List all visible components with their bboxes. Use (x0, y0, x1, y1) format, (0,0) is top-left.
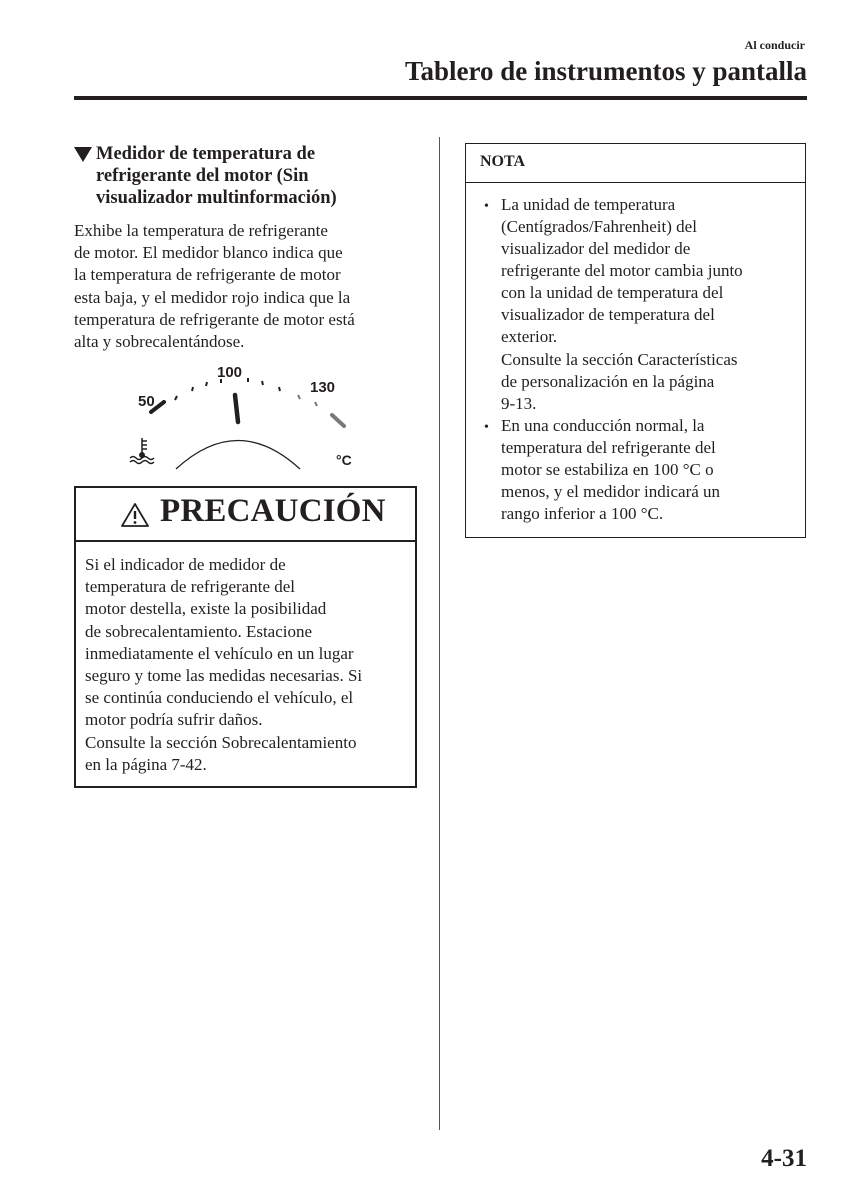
paragraph-line: Exhibe la temperatura de refrigerante (74, 221, 328, 240)
caution-line: en la página 7-42. (85, 754, 207, 774)
page-number: 4-31 (761, 1145, 807, 1172)
subheading-line: visualizador multinformación) (96, 188, 337, 208)
bullet-icon: • (484, 420, 489, 435)
note-line: La unidad de temperatura (501, 195, 676, 214)
paragraph-line: temperatura de refrigerante de motor está (74, 309, 355, 329)
caution-line: inmediatamente el vehículo en un lugar (85, 643, 354, 663)
gauge-tick (175, 396, 177, 400)
gauge-label-50: 50 (138, 393, 155, 410)
gauge-needle-100 (235, 395, 238, 422)
note-line: visualizador del medidor de (501, 239, 691, 258)
gauge-arc (176, 441, 300, 470)
gauge-label-100: 100 (217, 364, 243, 381)
gauge-tick (206, 382, 207, 386)
note-line: (Centígrados/Fahrenheit) del (501, 217, 697, 236)
caution-text (85, 554, 410, 776)
header-rule (74, 96, 807, 100)
bullet-icon: • (484, 199, 489, 214)
note-box (465, 143, 806, 538)
gauge-tick (279, 387, 280, 391)
note-line: refrigerante del motor cambia junto (501, 261, 743, 280)
subheading-line: Medidor de temperatura de (96, 144, 316, 164)
gauge-tick (298, 395, 300, 399)
caution-line: de sobrecalentamiento. Estacione (85, 621, 313, 641)
caution-line: temperatura de refrigerante del (85, 577, 296, 597)
note-line: Consulte la sección Características (501, 350, 738, 369)
note-line: con la unidad de temperatura del (501, 283, 724, 302)
caution-title: PRECAUCIÓN (160, 493, 386, 529)
description-paragraph (74, 220, 414, 353)
gauge-label-130: 130 (310, 379, 336, 396)
warning-triangle-icon (120, 502, 150, 528)
caution-line: seguro y tome las medidas necesarias. Si (85, 666, 363, 686)
paragraph-line: la temperatura de refrigerante de motor (74, 265, 341, 285)
note-header (466, 144, 805, 183)
paragraph-line: alta y sobrecalentándose. (74, 332, 245, 352)
note-line: menos, y el medidor indicará un (501, 482, 721, 501)
caution-line: motor podría sufrir daños. (85, 710, 263, 730)
caution-line: se continúa conduciendo el vehículo, el (85, 688, 354, 708)
page-title: Tablero de instrumentos y pantalla (404, 56, 807, 86)
caution-header (76, 488, 415, 542)
caution-line: Consulte la sección Sobrecalentamiento (85, 732, 357, 752)
note-line: 9-13. (501, 394, 537, 413)
note-line: temperatura del refrigerante del (501, 438, 716, 457)
paragraph-line: esta baja, y el medidor rojo indica que la (74, 287, 351, 307)
gauge-unit-label: °C (336, 452, 352, 468)
note-line: visualizador de temperatura del (501, 305, 715, 324)
subheading-line: refrigerante del motor (Sin (96, 166, 309, 186)
note-title: NOTA (480, 153, 526, 170)
caution-line: Si el indicador de medidor de (85, 555, 286, 574)
temperature-gauge (120, 358, 370, 479)
note-line: motor se estabiliza en 100 °C o (501, 460, 714, 479)
note-line: rango inferior a 100 °C. (501, 504, 664, 523)
note-line: de personalización en la página (501, 372, 715, 391)
note-line: exterior. (501, 327, 558, 346)
down-triangle-icon (74, 147, 92, 162)
gauge-tick (192, 387, 193, 391)
coolant-temperature-icon (130, 438, 154, 464)
paragraph-line: de motor. El medidor blanco indica que (74, 243, 343, 263)
section-label: Al conducir (744, 38, 805, 52)
column-divider (439, 137, 440, 1130)
gauge-mark-130 (332, 415, 344, 426)
gauge-tick (315, 402, 317, 406)
caution-box (74, 486, 417, 788)
note-line: En una conducción normal, la (501, 416, 705, 435)
caution-line: motor destella, existe la posibilidad (85, 599, 327, 619)
gauge-tick (262, 381, 263, 385)
